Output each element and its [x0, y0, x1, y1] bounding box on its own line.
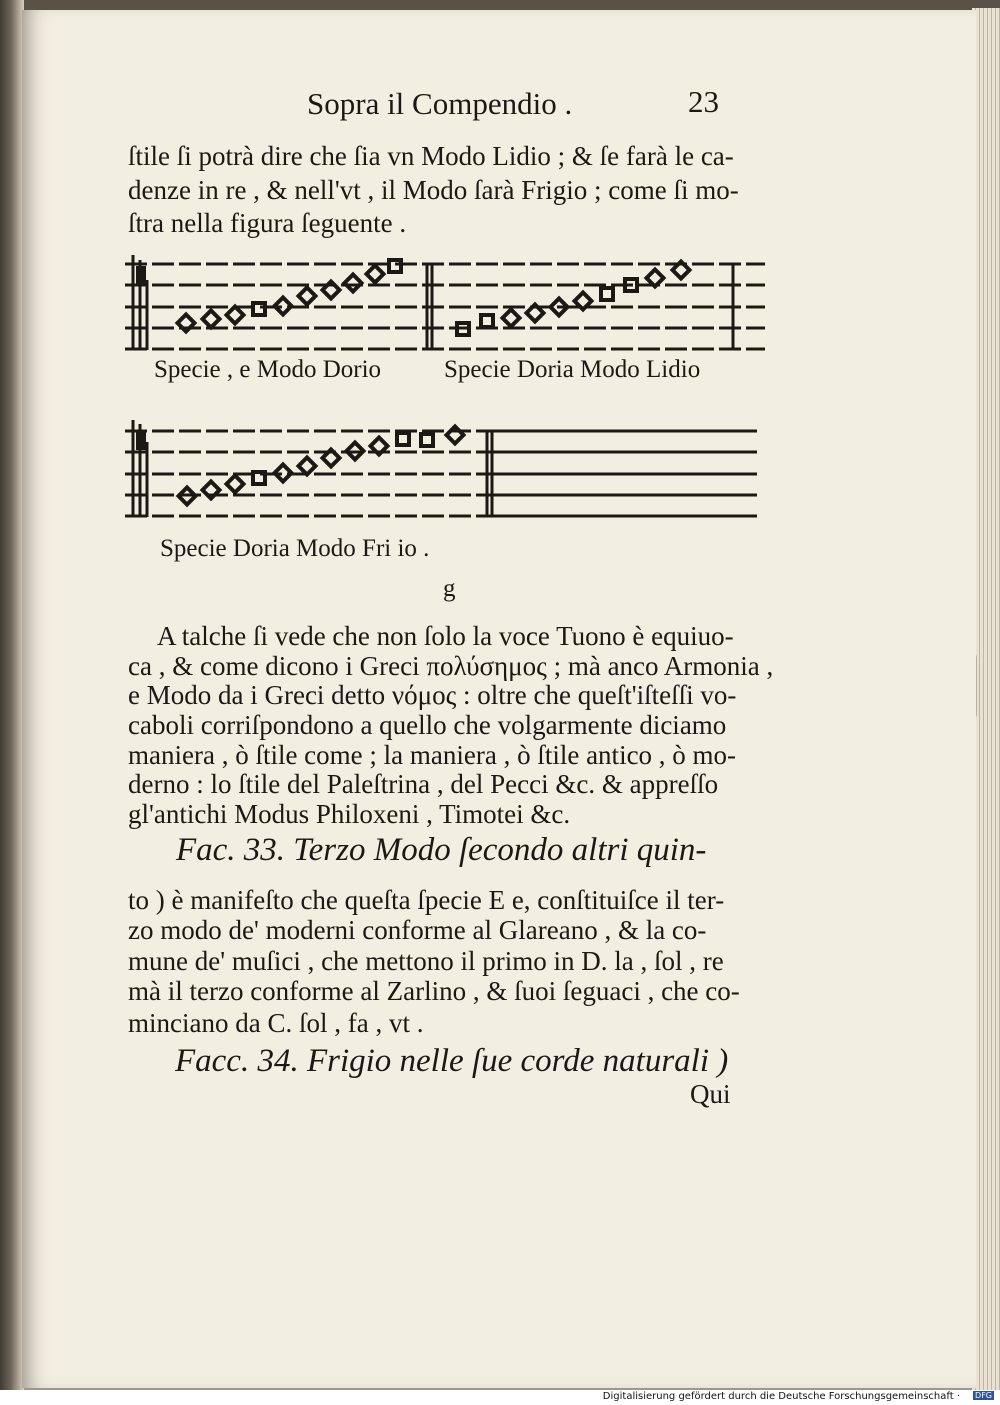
text-line: A talche ſi vede che non ſolo la voce Tuono è equiuo-: [157, 621, 734, 651]
music-staff-2: [125, 412, 765, 524]
page-number: 23: [688, 84, 719, 119]
figure-caption: Specie Doria Modo Lidio: [444, 356, 701, 383]
text-line: to ) è manifeſto che queſta ſpecie E e, conſtituiſce il ter-: [128, 885, 725, 915]
text-line: zo modo de' moderni conforme al Glareano , & la co-: [128, 915, 707, 945]
footer-text: Digitalisierung gefördert durch die Deutsche Forschungsgemeinschaft ·: [602, 1391, 960, 1402]
text-line: mune de' muſici , che mettono il primo in D. la , ſol , re: [128, 946, 724, 976]
text-line: mà il terzo conforme al Zarlino , & ſuoi ſeguaci , che co-: [128, 976, 740, 1006]
text-line: ſtra nella figura ſeguente .: [128, 208, 407, 238]
dfg-logo: DFG: [975, 1391, 992, 1400]
scan-top-edge: [0, 0, 1000, 10]
figure-caption: Specie Doria Modo Fri io .: [160, 535, 430, 562]
music-staff-1: [125, 250, 765, 355]
text-line: denze in re , & nell'vt , il Modo ſarà Frigio ; come ſi mo-: [128, 175, 739, 205]
text-line: gl'antichi Modus Philoxeni , Timotei &c.: [128, 799, 571, 829]
running-head-title: Sopra il Compendio .: [307, 86, 573, 121]
text-line: minciano da C. ſol , fa , vt .: [128, 1008, 424, 1038]
text-line: derno : lo ſtile del Paleſtrina , del Pecci &c. & appreſſo: [128, 769, 719, 799]
signature-mark: g: [443, 575, 456, 602]
text-line: caboli corriſpondono a quello che volgarmente diciamo: [128, 710, 727, 740]
book-spine-edge: [0, 0, 24, 1390]
figure-caption: Specie , e Modo Dorio: [154, 356, 382, 383]
text-line: maniera , ò ſtile come ; la maniera , ò ſtile antico , ò mo-: [128, 740, 737, 770]
digitization-footer: [0, 1390, 1000, 1405]
section-heading-fac33: Fac. 33. Terzo Modo ſecondo altri quin-: [176, 832, 707, 868]
text-line: ca , & come dicono i Greci πολύσημος ; mà anco Armonia ,: [128, 651, 774, 681]
text-line: e Modo da i Greci detto νόμος : oltre che queſt'iſteſſi vo-: [128, 680, 737, 710]
text-line: ſtile ſi potrà dire che ſia vn Modo Lidio ; & ſe farà le ca-: [128, 141, 734, 171]
section-heading-facc34: Facc. 34. Frigio nelle ſue corde naturali ): [175, 1043, 729, 1079]
catchword: Qui: [690, 1079, 731, 1109]
